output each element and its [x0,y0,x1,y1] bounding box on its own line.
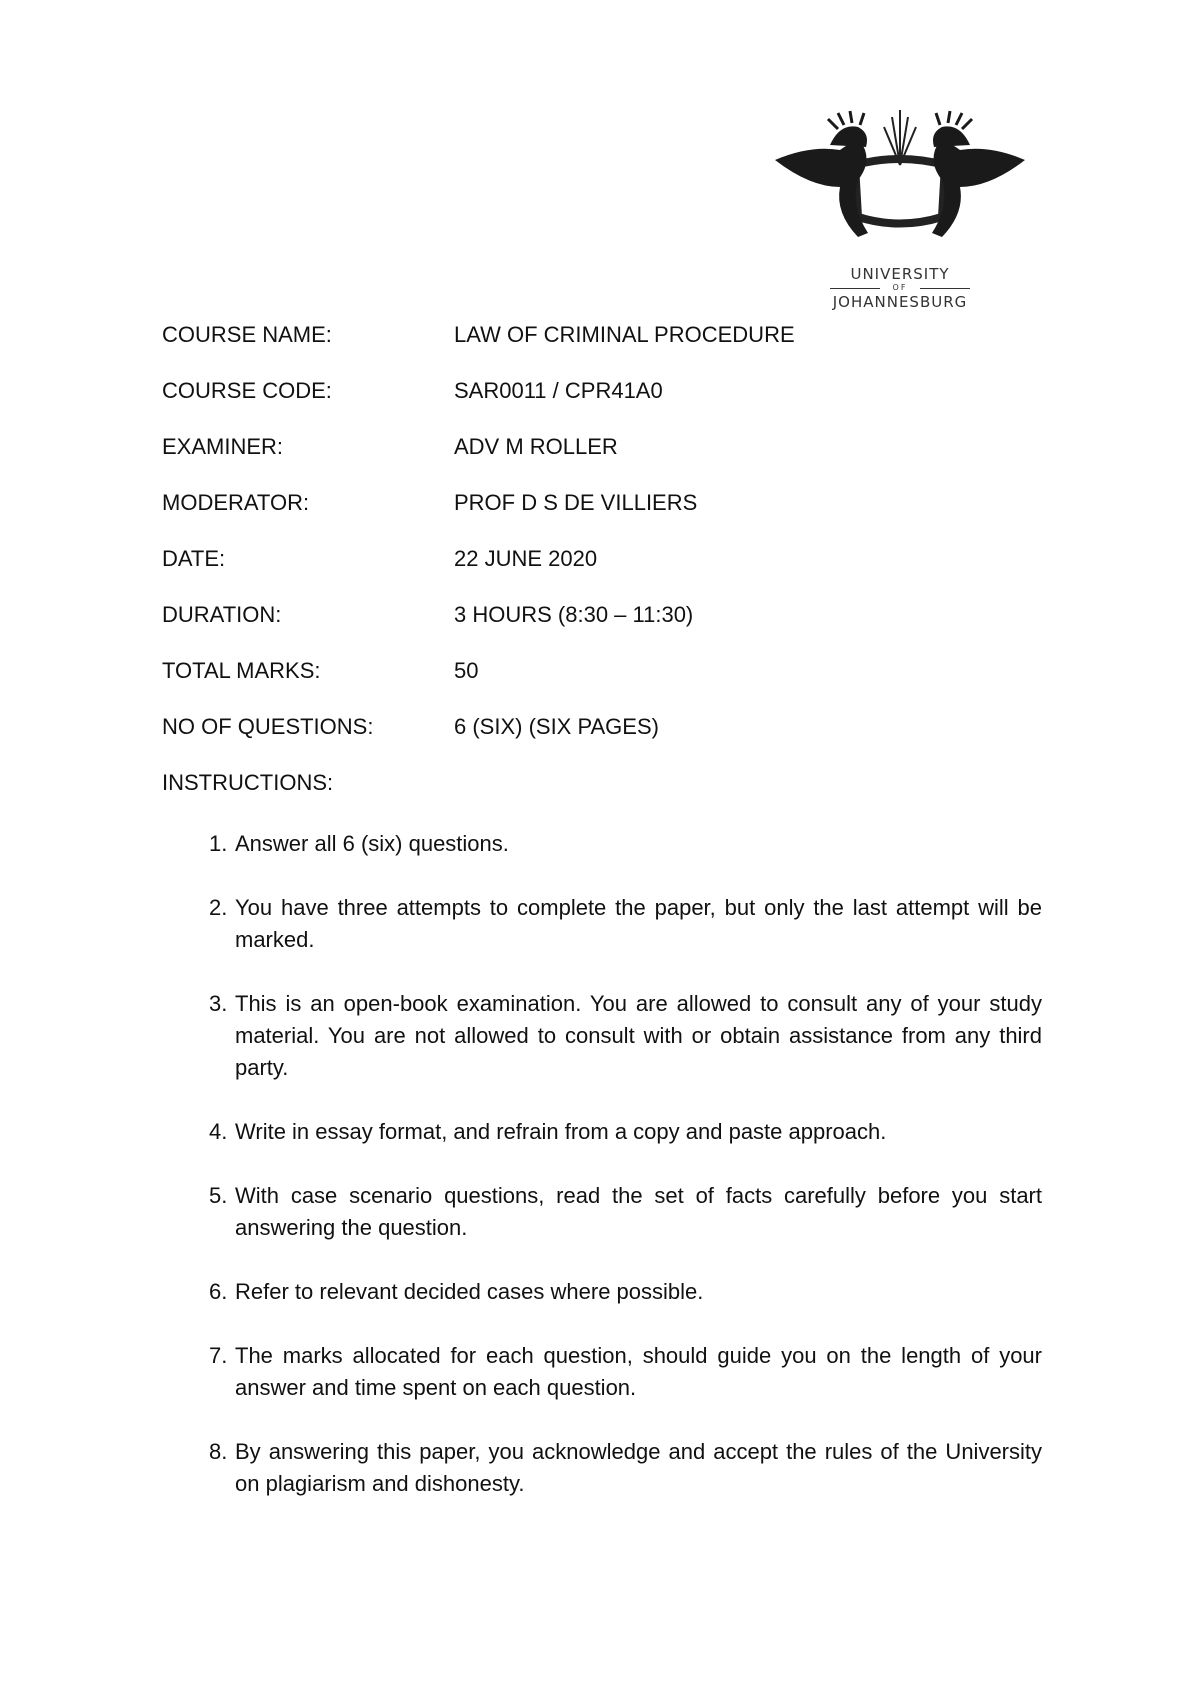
detail-value: 6 (SIX) (SIX PAGES) [454,714,659,739]
detail-row-duration [162,602,1042,658]
detail-row-course-name [162,322,1042,378]
instruction-item [162,988,1042,1084]
instruction-text: Write in essay format, and refrain from a copy and paste approach. [235,1119,887,1144]
instruction-number: 5. [209,1183,228,1208]
instruction-text: You have three attempts to complete the paper, but only the last attempt will be marked. [235,895,1042,952]
instruction-item [162,892,1042,956]
detail-row-moderator [162,490,1042,546]
detail-label: COURSE NAME: [162,322,332,347]
detail-row-course-code [162,378,1042,434]
instruction-number: 3. [209,991,228,1016]
detail-label: DATE: [162,546,226,571]
instruction-item [162,828,1042,860]
detail-value: SAR0011 / CPR41A0 [454,378,663,403]
detail-value: 3 HOURS (8:30 – 11:30) [454,602,694,627]
detail-label: EXAMINER: [162,434,284,459]
detail-label: DURATION: [162,602,282,627]
detail-row-date [162,546,1042,602]
detail-row-total-marks [162,658,1042,714]
instruction-item [162,1276,1042,1308]
detail-value: 50 [454,658,479,683]
instructions-heading: INSTRUCTIONS: [162,770,334,795]
instruction-number: 8. [209,1439,228,1464]
instruction-number: 6. [209,1279,228,1304]
detail-value [454,770,1042,826]
detail-row-examiner [162,434,1042,490]
detail-label: MODERATOR: [162,490,310,515]
instruction-item [162,1340,1042,1404]
instruction-text: Answer all 6 (six) questions. [235,831,509,856]
detail-label: NO OF QUESTIONS: [162,714,374,739]
exam-details [162,322,1042,826]
instruction-number: 7. [209,1343,228,1368]
instruction-text: By answering this paper, you acknowledge and accept the rules of the University on plagiarism and dishonesty. [235,1439,1042,1496]
instruction-text: This is an open-book examination. You are allowed to consult any of your study material. You are not allowed to consult with or obtain assistance from any third party. [235,991,1042,1080]
instruction-number: 4. [209,1119,228,1144]
detail-value: ADV M ROLLER [454,434,618,459]
logo-line-university: UNIVERSITY [850,265,950,283]
logo-line-johannesburg: JOHANNESBURG [832,293,968,311]
detail-value: 22 JUNE 2020 [454,546,598,571]
instruction-item [162,1116,1042,1148]
instruction-number: 1. [209,831,228,856]
detail-value: LAW OF CRIMINAL PROCEDURE [454,322,795,347]
instruction-text: With case scenario questions, read the set of facts carefully before you start answering the question. [235,1183,1042,1240]
instruction-text: Refer to relevant decided cases where possible. [235,1279,704,1304]
university-wordmark [820,265,980,311]
detail-row-instructions-heading [162,770,1042,826]
instructions-list [162,828,1042,1532]
detail-value: PROF D S DE VILLIERS [454,490,698,515]
instruction-item [162,1436,1042,1500]
detail-label: COURSE CODE: [162,378,332,403]
logo-line-of: OF [820,283,980,293]
instruction-item [162,1180,1042,1244]
detail-label: TOTAL MARKS: [162,658,321,683]
detail-row-no-of-questions [162,714,1042,770]
instruction-number: 2. [209,895,228,920]
instruction-text: The marks allocated for each question, should guide you on the length of your answer and time spent on each question. [235,1343,1042,1400]
